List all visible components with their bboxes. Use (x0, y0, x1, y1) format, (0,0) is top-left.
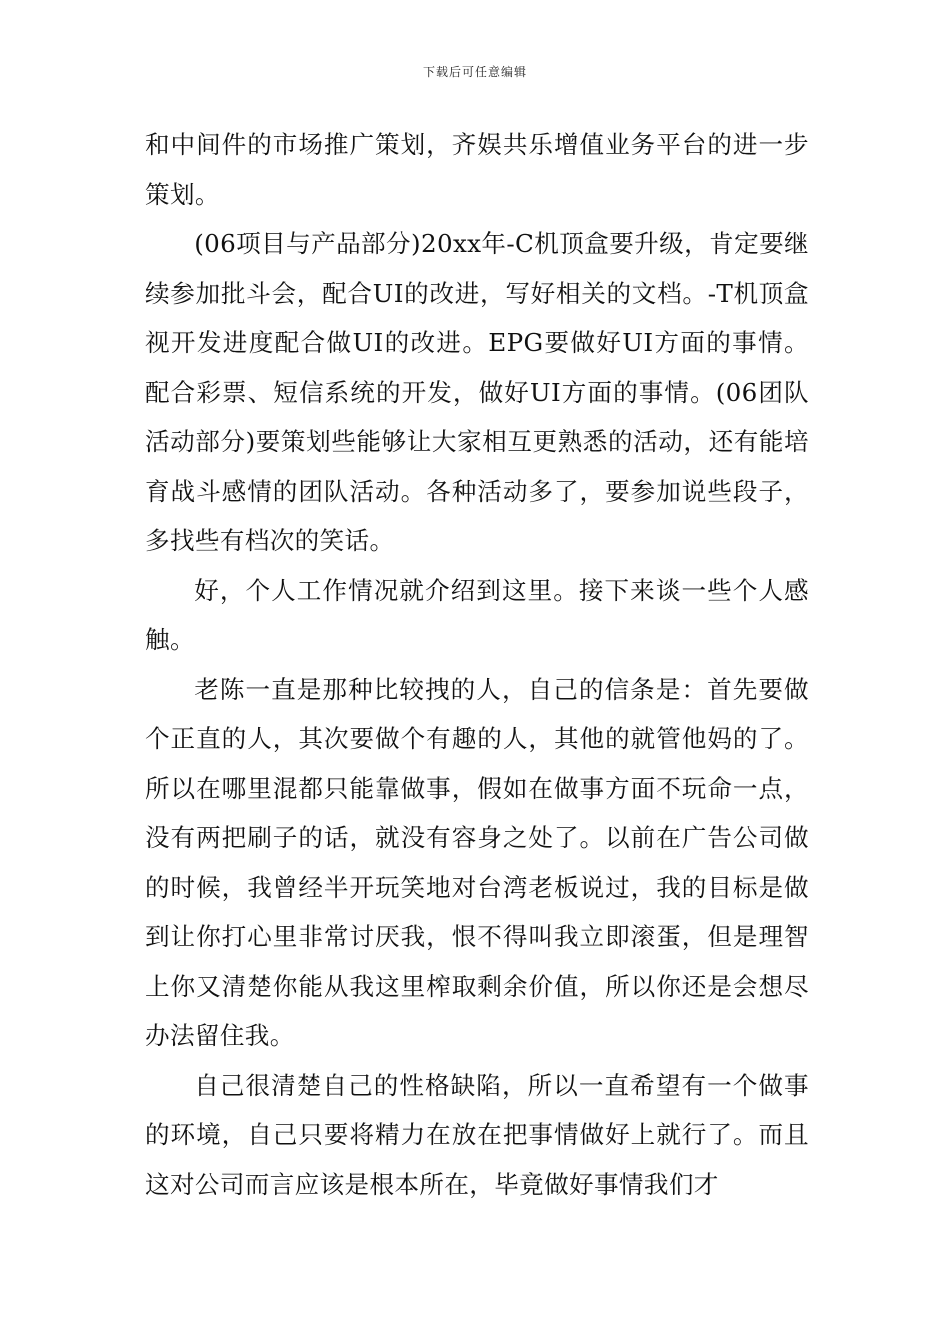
paragraph-transition: 好，个人工作情况就介绍到这里。接下来谈一些个人感触。 (145, 575, 809, 654)
paragraph-personal-creed: 老陈一直是那种比较拽的人，自己的信条是：首先要做个正直的人，其次要做个有趣的人，其他的就管他妈的了。所以在哪里混都只能靠做事，假如在做事方面不玩命一点，没有两把刷子的话，就没有容身之处了。以前在广告公司做的时候，我曾经半开玩笑地对台湾老板说过，我的目标是做到让你打心里非常讨厌我，恨不得叫我立即滚蛋，但是理智上你又清楚你能从我这里榨取剩余价值，所以你还是会想尽办法留住我。 (145, 674, 809, 1050)
paragraph-work-environment: 自己很清楚自己的性格缺陷，所以一直希望有一个做事的环境，自己只要将精力在放在把事情做好上就行了。而且这对公司而言应该是根本所在，毕竟做好事情我们才 (145, 1070, 809, 1199)
paragraph-project-plan: (06项目与产品部分)20xx年-C机顶盒要升级，肯定要继续参加批斗会，配合UI的改进，写好相关的文档。-T机顶盒视开发进度配合做UI的改进。EPG要做好UI方面的事情。配合彩票、短信系统的开发，做好UI方面的事情。(06团队活动部分)要策划些能够让大家相互更熟悉的活动，还有能培育战斗感情的团队活动。各种活动多了，要参加说些段子，多找些有档次的笑话。 (145, 229, 809, 555)
paragraph-continuation: 和中间件的市场推广策划，齐娱共乐增值业务平台的进一步策划。 (145, 130, 809, 209)
document-body (145, 120, 809, 1209)
page-header: 下载后可任意编辑 (422, 65, 527, 79)
